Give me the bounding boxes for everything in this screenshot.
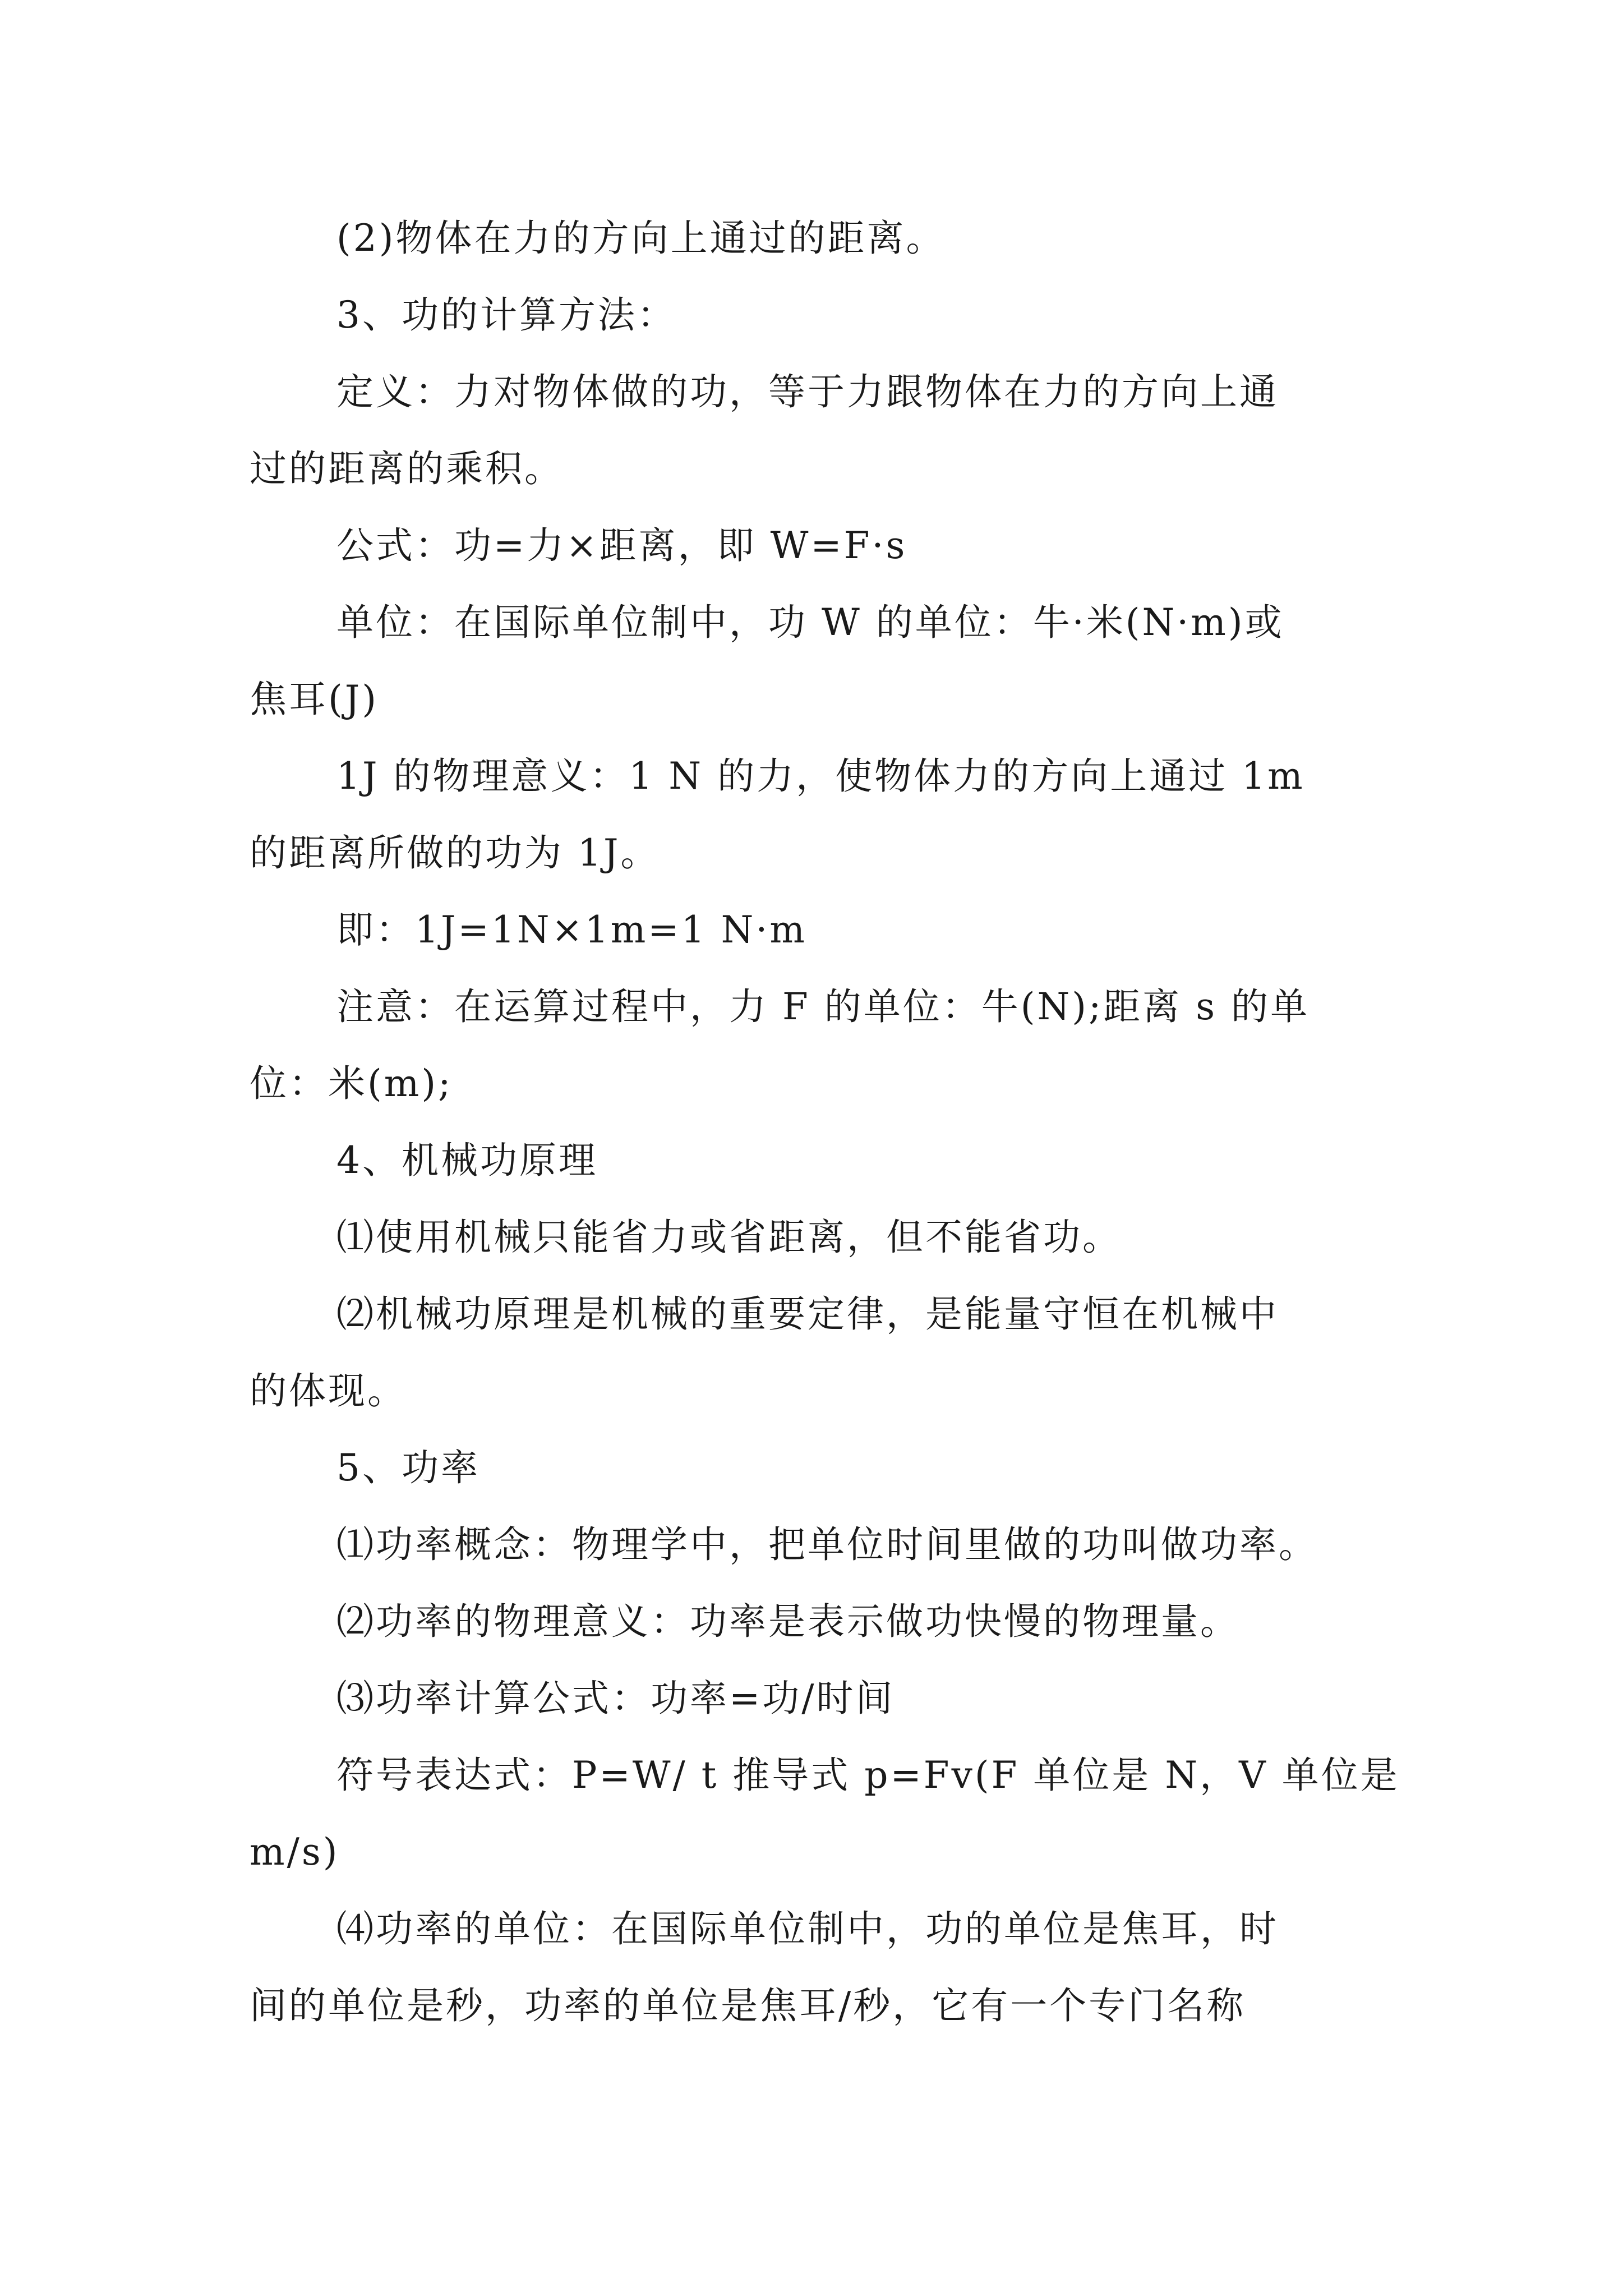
text-line: ⑴功率概念：物理学中，把单位时间里做的功叫做功率。 [336,1523,1318,1566]
text-line: ⑵功率的物理意义：功率是表示做功快慢的物理量。 [336,1600,1239,1643]
text-line: 注意：在运算过程中，力 F 的单位：牛(N);距离 s 的单 [336,985,1310,1028]
text-line: 符号表达式：P=W/ t 推导式 p=Fv(F 单位是 N，V 单位是 [336,1754,1400,1797]
text-line: 即：1J=1N×1m=1 N·m [336,908,807,951]
section-heading: 3、功的计算方法： [336,293,676,337]
text-line: 单位：在国际单位制中，功 W 的单位：牛·米(N·m)或 [336,601,1284,644]
text-line: 的距离所做的功为 1J。 [250,831,660,875]
text-line: ⑵机械功原理是机械的重要定律，是能量守恒在机械中 [336,1292,1279,1336]
text-line: 的体现。 [250,1369,407,1412]
text-line: 1J 的物理意义：1 N 的力，使物体力的方向上通过 1m [336,754,1305,798]
text-line: 间的单位是秒，功率的单位是焦耳/秒，它有一个专门名称 [250,1984,1246,2027]
section-heading: 5、功率 [336,1446,480,1489]
text-line: 焦耳(J) [250,678,379,721]
text-line: 定义：力对物体做的功，等于力跟物体在力的方向上通 [336,370,1279,413]
text-line: 过的距离的乘积。 [250,447,564,490]
text-line: 位：米(m); [250,1062,453,1105]
text-line: ⑴使用机械只能省力或省距离，但不能省功。 [336,1216,1122,1259]
text-line: 公式：功=力×距离，即 W=F·s [336,524,907,567]
text-line: m/s) [250,1830,340,1874]
text-line: (2)物体在力的方向上通过的距离。 [336,217,946,260]
section-heading: 4、机械功原理 [336,1139,598,1182]
text-line: ⑷功率的单位：在国际单位制中，功的单位是焦耳，时 [336,1907,1279,1950]
text-line: ⑶功率计算公式：功率=功/时间 [336,1677,895,1720]
